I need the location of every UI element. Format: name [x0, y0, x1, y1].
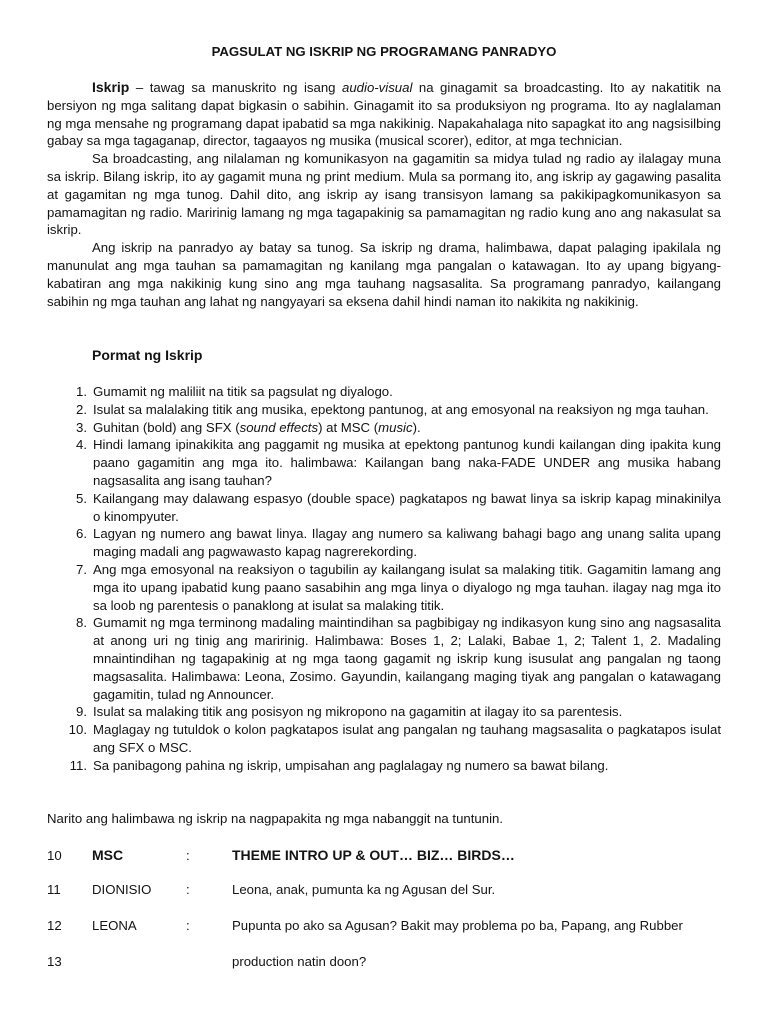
line-number: 13	[47, 954, 62, 969]
colon: :	[186, 848, 190, 863]
section-heading-pormat: Pormat ng Iskrip	[92, 347, 203, 363]
list-item: 5. Kailangang may dalawang espasyo (double space) pagkatapos ng bawat linya sa iskrip kapag minakinilya o kinompyuter.	[76, 490, 721, 524]
line-number: 10	[47, 848, 62, 863]
intro-paragraph-3: Ang iskrip na panradyo ay batay sa tunog. Sa iskrip ng drama, halimbawa, dapat palaging ipakilala ng manunulat ang mga tauhan sa pamamagitan ng kanilang mga pangalan o katawagan. Ito ay upang bigyang-kabatiran ang mga nakikinig kung sino ang mga tauhang nagsasalita. Sa programang panradyo, kailangang sabihin ng mga tauhan ang lahat ng nangyayari sa eksena dahil hindi naman ito nakikita ng nakikinig.	[47, 240, 721, 309]
dialogue-text: production natin doon?	[232, 954, 367, 969]
colon: :	[186, 918, 190, 933]
script-line	[47, 953, 721, 973]
term-iskrip: Iskrip	[92, 79, 130, 95]
speaker-name: LEONA	[92, 918, 137, 933]
intro-paragraph-2: Sa broadcasting, ang nilalaman ng komunikasyon na gagamitin sa midya tulad ng radio ay ilalagay muna sa iskrip. Bilang iskrip, ito ay gagamit muna ng print medium. Mula sa pormang ito, ang iskrip ay gagawing pasalita at gagamitan ng mga tunog. Dahil dito, ang iskrip ay isang transisyon lamang sa pakikipagkomunikasyon sa pamamagitan ng radio. Maririnig lamang ng mga tagapakinig sa pamamagitan ng radio kung ano ang nakasulat sa iskrip.	[47, 151, 721, 238]
colon: :	[186, 882, 190, 897]
line-number: 12	[47, 918, 62, 933]
italic-term: audio-visual	[342, 80, 413, 95]
document-title: PAGSULAT NG ISKRIP NG PROGRAMANG PANRADYO	[211, 44, 557, 59]
dialogue-text: THEME INTRO UP & OUT… BIZ… BIRDS…	[232, 847, 515, 863]
speaker-name: MSC	[92, 847, 124, 863]
script-line	[47, 847, 721, 867]
line-number: 11	[47, 882, 61, 897]
intro-paragraph-1: Iskrip – tawag sa manuskrito ng isang audio-visual na ginagamit sa broadcasting. Ito ay nakatitik na bersiyon ng mga salitang dapat bigkasin o sabihin. Ginagamit ito sa produksiyon ng programa. Ito ay naglalaman ng mga mensahe ng programang dapat ipabatid sa mga nakikinig. Napakahalaga nito sapagkat ito ang nagsisilbing gabay sa mga tagaganap, director, tagaayos ng musika (musical scorer), editor, at mga technician.	[47, 79, 721, 149]
list-item: 6. Lagyan ng numero ang bawat linya. Ilagay ang numero sa kaliwang bahagi bago ang unang salita upang maging madali ang pagwawasto kapag nagrerekording.	[76, 526, 721, 560]
list-item: 4. Hindi lamang ipinakikita ang paggamit ng musika at epektong pantunog kundi kailangan ding ipakita kung paano gagamitin ang mga ito. halimbawa: Kailangan bang naka-FADE UNDER ang musika habang nagsasalita ang isang tauhan?	[76, 437, 721, 488]
script-line	[47, 881, 721, 901]
speaker-name: DIONISIO	[92, 882, 152, 897]
list-item: 3. Guhitan (bold) ang SFX (sound effects) at MSC (music).	[76, 419, 421, 435]
intro-section	[47, 79, 721, 310]
dialogue-text: Leona, anak, pumunta ka ng Agusan del Sur.	[232, 882, 496, 897]
example-intro: Narito ang halimbawa ng iskrip na nagpapakita ng mga nabanggit na tuntunin.	[47, 811, 504, 826]
list-item: 11. Sa panibagong pahina ng iskrip, umpisahan ang paglalagay ng numero sa bawat bilang.	[69, 757, 609, 773]
list-item: 10. Maglagay ng tutuldok o kolon pagkatapos isulat ang pangalan ng tauhang magsasalita o pagkatapos isulat ang SFX o MSC.	[68, 722, 721, 755]
list-item: 8. Gumamit ng mga terminong madaling maintindihan sa pagbibigay ng indikasyon kung sino ang nagsasalita at anong uri ng tinig ang maririnig. Halimbawa: Boses 1, 2; Lalaki, Babae 1, 2; Talent 1, 2. Madaling mnaintindihan ng tagapakinig at ng mga taong gagamit ng iskrip kung isusulat ang pangalan ng taong magsasalita. Halimbawa: Leona, Zosimo. Gayundin, kailangang maging tiyak ang pangalan o katawagang gagamitin, tulad ng Announcer.	[76, 615, 721, 702]
list-item: 1. Gumamit ng maliliit na titik sa pagsulat ng diyalogo.	[76, 384, 393, 399]
list-item: 9. Isulat sa malaking titik ang posisyon ng mikropono na gagamitin at ilagay ito sa parentesis.	[76, 704, 623, 720]
list-item: 7. Ang mga emosyonal na reaksiyon o tagubilin ay kailangang isulat sa malaking titik. Gagamitin lamang ang mga ito upang ipabatid kung paano sasabihin ang mga linya o diyalogo ng mga tauhan. ilagay nag mga ito sa loob ng parentesis o panaklong at isulat sa malaking titik.	[76, 561, 721, 613]
format-rules-list	[47, 383, 721, 775]
dialogue-text: Pupunta po ako sa Agusan? Bakit may problema po ba, Papang, ang Rubber	[232, 918, 683, 933]
list-item: 2. Isulat sa malalaking titik ang musika, epektong pantunog, at ang emosyonal na reaksiyon ng mga tauhan.	[76, 401, 709, 417]
script-line	[47, 917, 721, 937]
